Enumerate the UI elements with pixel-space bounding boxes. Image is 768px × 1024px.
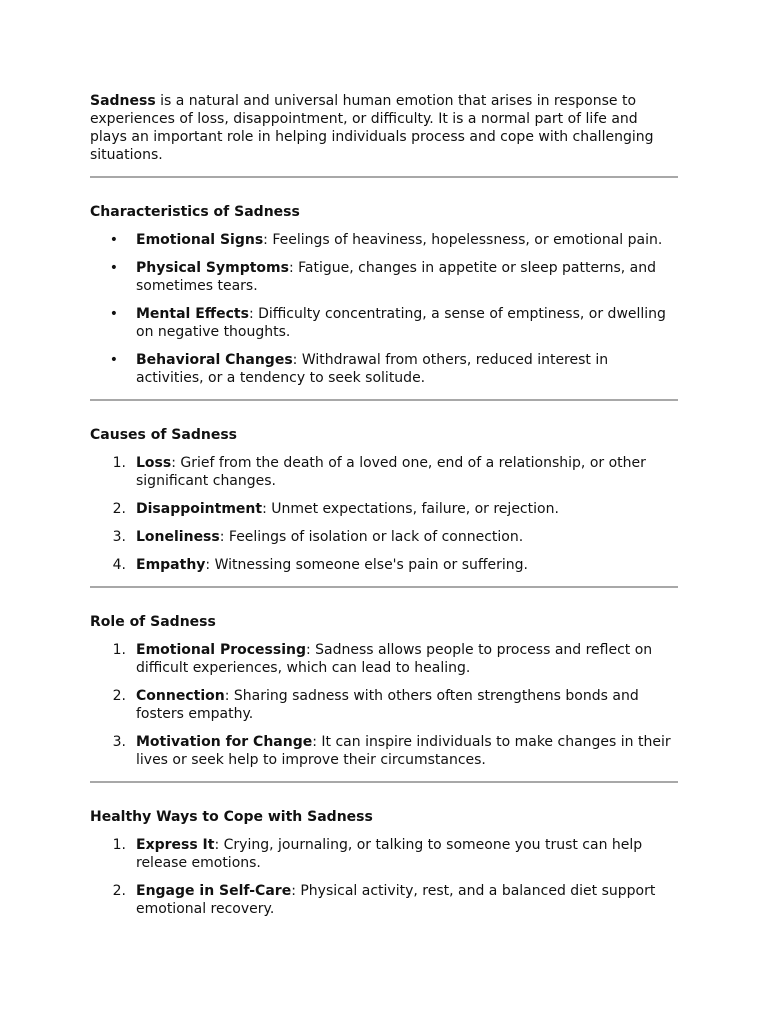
section-divider <box>90 586 678 588</box>
list-item <box>90 351 678 387</box>
list-number: 2. <box>112 501 126 517</box>
item-text: : Physical activity, rest, and a balanced diet support emotional recovery. <box>136 883 656 917</box>
item-text: : Difficulty concentrating, a sense of emptiness, or dwelling on negative thoughts. <box>136 306 666 340</box>
section-divider <box>90 176 678 178</box>
section-divider <box>90 781 678 783</box>
section-title: Characteristics of Sadness <box>90 204 300 220</box>
list-number: 2. <box>112 688 126 704</box>
list-item <box>90 454 678 490</box>
section-characteristics <box>90 203 678 387</box>
intro-term: Sadness <box>90 93 156 109</box>
item-text: : Witnessing someone else's pain or suffering. <box>205 557 529 573</box>
list-item <box>90 231 678 249</box>
list-number: 1. <box>112 455 126 471</box>
list-item <box>90 733 678 769</box>
numbered-list <box>90 454 678 574</box>
item-term: Motivation for Change <box>136 734 313 750</box>
item-text: : Fatigue, changes in appetite or sleep patterns, and sometimes tears. <box>136 260 657 294</box>
item-term: Emotional Processing <box>136 642 306 658</box>
section-causes <box>90 426 678 574</box>
item-term: Express It <box>136 837 215 853</box>
list-item <box>90 641 678 677</box>
bullet-icon: • <box>109 352 118 368</box>
list-number: 1. <box>112 837 126 853</box>
list-item <box>90 556 678 574</box>
item-text: : It can inspire individuals to make changes in their lives or seek help to improve their circumstances. <box>136 734 671 768</box>
section-coping <box>90 808 678 918</box>
list-item <box>90 687 678 723</box>
item-term: Loneliness <box>136 529 220 545</box>
list-number: 4. <box>112 557 126 573</box>
bullet-icon: • <box>109 260 118 276</box>
numbered-list <box>90 836 678 918</box>
item-text: : Sharing sadness with others often strengthens bonds and fosters empathy. <box>136 688 639 722</box>
list-number: 3. <box>112 529 126 545</box>
list-item <box>90 528 678 546</box>
item-term: Disappointment <box>136 501 263 517</box>
item-text: : Feelings of isolation or lack of connection. <box>219 529 524 545</box>
item-term: Loss <box>136 455 172 471</box>
item-text: : Withdrawal from others, reduced interest in activities, or a tendency to seek solitude. <box>136 352 609 386</box>
section-title: Role of Sadness <box>90 614 216 630</box>
numbered-list <box>90 641 678 769</box>
section-role <box>90 613 678 769</box>
item-term: Physical Symptoms <box>136 260 289 276</box>
intro-paragraph <box>90 92 678 164</box>
bullet-list <box>90 231 678 387</box>
bullet-icon: • <box>109 232 118 248</box>
item-term: Engage in Self-Care <box>136 883 292 899</box>
intro-text: is a natural and universal human emotion that arises in response to experiences of loss, disappointment, or difficulty. It is a normal part of life and plays an important role in helping individuals process and cope with challenging situations. <box>90 93 654 163</box>
list-number: 2. <box>112 883 126 899</box>
list-item <box>90 500 678 518</box>
item-term: Empathy <box>136 557 206 573</box>
document-content <box>90 92 678 918</box>
item-text: : Sadness allows people to process and reflect on difficult experiences, which can lead to healing. <box>136 642 653 676</box>
item-term: Behavioral Changes <box>136 352 293 368</box>
item-term: Emotional Signs <box>136 232 264 248</box>
section-title: Causes of Sadness <box>90 427 237 443</box>
item-text: : Crying, journaling, or talking to someone you trust can help release emotions. <box>136 837 643 871</box>
item-text: : Grief from the death of a loved one, end of a relationship, or other significant changes. <box>136 455 646 489</box>
bullet-icon: • <box>109 306 118 322</box>
list-item <box>90 882 678 918</box>
item-term: Mental Effects <box>136 306 249 322</box>
item-text: : Unmet expectations, failure, or rejection. <box>262 501 559 517</box>
section-title: Healthy Ways to Cope with Sadness <box>90 809 373 825</box>
list-number: 3. <box>112 734 126 750</box>
item-term: Connection <box>136 688 225 704</box>
list-number: 1. <box>112 642 126 658</box>
item-text: : Feelings of heaviness, hopelessness, or emotional pain. <box>263 232 663 248</box>
list-item <box>90 305 678 341</box>
list-item <box>90 259 678 295</box>
list-item <box>90 836 678 872</box>
section-divider <box>90 399 678 401</box>
